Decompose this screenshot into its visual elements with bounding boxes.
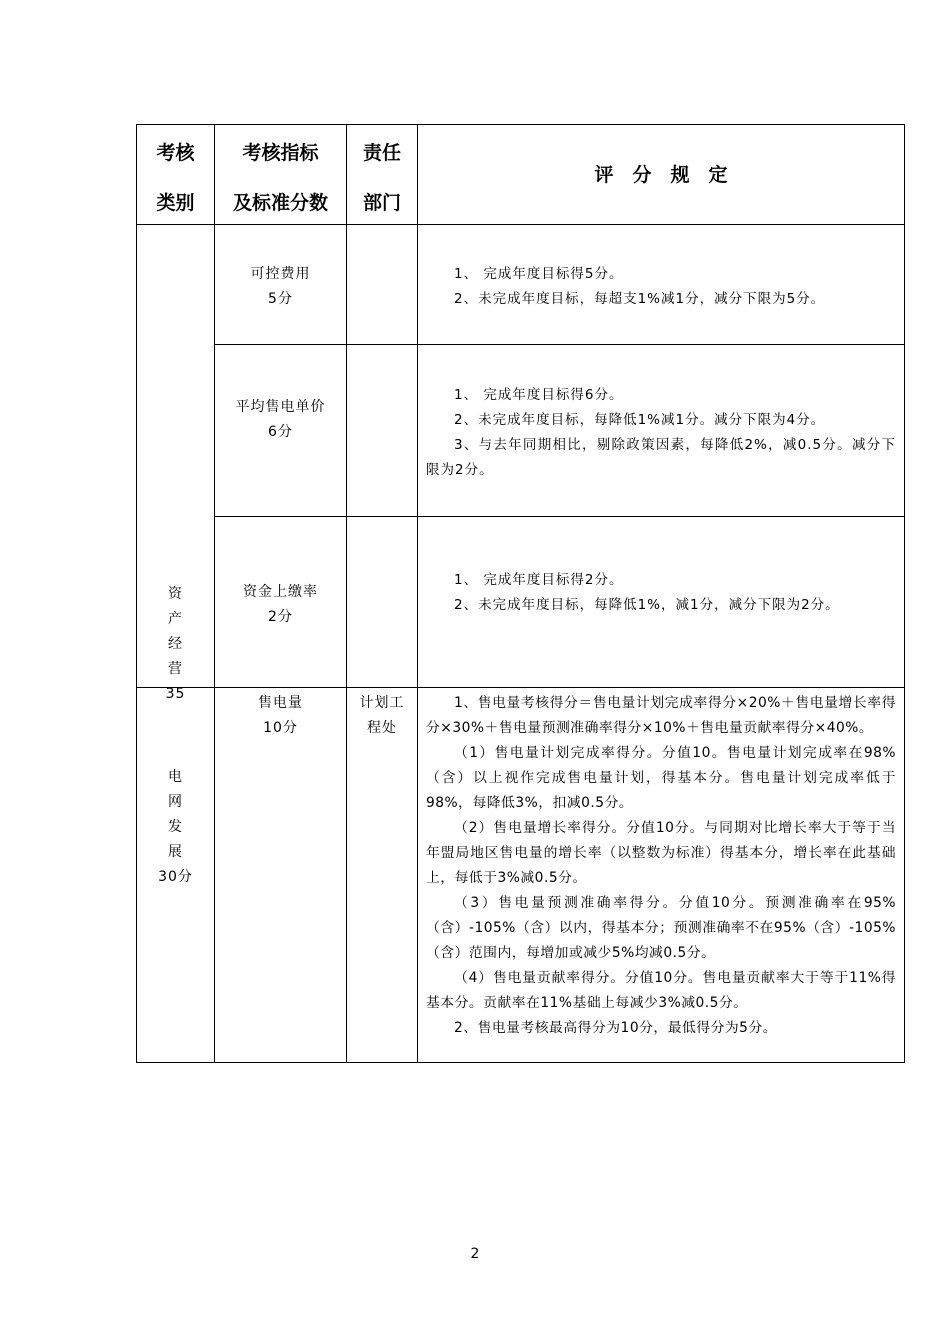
indicator-average-price: 平均售电单价 6分	[235, 399, 326, 440]
rules-controllable-cost: 1、 完成年度目标得5分。 2、未完成年度目标，每超支1%减1分，减分下限为5分。	[454, 266, 826, 307]
page-number: 2	[470, 1246, 480, 1262]
rules-average-price: 1、 完成年度目标得6分。 2、未完成年度目标，每降低1%减1分。减分下限为4分。 3、与去年同期相比，剔除政策因素，每降低2%，减0.5分。减分下限为2分。	[426, 387, 896, 478]
row3-bottom-border	[136, 687, 905, 688]
header-category: 考核 类别	[156, 142, 195, 214]
rules-electricity-sales: 1、售电量考核得分＝售电量计划完成率得分×20%＋售电量增长率得分×30%＋售电量预测准确率得分×10%＋售电量贡献率得分×40%。 （1）售电量计划完成率得分。分值10。售电量计划完成率在98%（含）以上视作完成售电量计划，得基本分。售电量计划完成率低于98%，每降低3%，扣减0.5分。 （2）售电量增长率得分。分值10分。与同期对比增长率大于等于当年盟局地区售电量的增长率（以整数为标准）得基本分，增长率在此基础上，每低于3%减0.5分。 （3）售电量预测准确率得分。分值10分。预测准确率在95%（含）-105%（含）以内，得基本分；预测准确率不在95%（含）-105%（含）范围内，每增加或减少5%均减0.5分。 （4）售电量贡献率得分。分值10分。售电量贡献率大于等于11%得基本分。贡献率在11%基础上每减少3%减0.5分。 2、售电量考核最高得分为10分，最低得分为5分。	[426, 695, 896, 1036]
table-bottom-border	[136, 1062, 905, 1063]
indicator-electricity-sales: 售电量 10分	[258, 695, 303, 736]
header-department: 责任 部门	[362, 142, 401, 214]
row2-bottom-border	[214, 516, 905, 517]
col3-divider	[417, 124, 418, 1063]
col2-divider	[346, 124, 347, 1063]
department-planning: 计划工 程处	[359, 695, 405, 736]
row1-bottom-border	[214, 344, 905, 345]
category-asset-operation: 资 产 经 营 35	[165, 586, 186, 702]
header-indicator: 考核指标 及标准分数	[232, 142, 328, 214]
rules-fund-remittance: 1、 完成年度目标得2分。 2、未完成年度目标，每降低1%，减1分，减分下限为2分。	[454, 572, 840, 613]
indicator-controllable-cost: 可控费用 5分	[250, 266, 311, 307]
indicator-fund-remittance: 资金上缴率 2分	[243, 584, 318, 625]
category-grid-development: 电 网 发 展 30分	[158, 769, 193, 885]
table-top-border	[136, 124, 905, 125]
table-right-border	[904, 124, 905, 1063]
header-scoring-rules: 评 分 规 定	[594, 164, 728, 186]
